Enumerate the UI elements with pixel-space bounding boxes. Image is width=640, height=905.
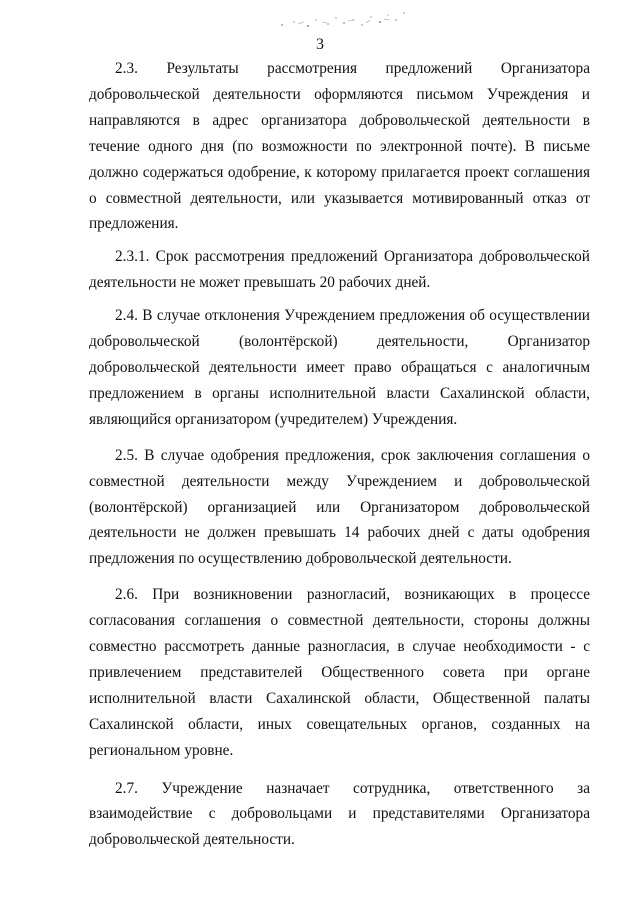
page-number: 3 — [316, 36, 324, 53]
document-body — [89, 56, 590, 853]
paragraph-2-5: 2.5. В случае одобрения предложения, срок заключения соглашения о совместной деятельности между Учреждением и добровольческой (волонтёрской) организацией или Организатором добровольческой деятельности не должен превышать 14 рабочих дней с даты одобрения предложения по осуществлению добровольческой деятельности. — [89, 446, 590, 568]
scan-noise-marks — [270, 8, 420, 34]
paragraph-2-3-1: 2.3.1. Срок рассмотрения предложений Организатора добровольческой деятельности не может превышать 20 рабочих дней. — [89, 248, 590, 292]
paragraph-2-4: 2.4. В случае отклонения Учреждением предложения об осуществлении добровольческой (волонтёрской) деятельности, Организатор добровольческой деятельности имеет право обращаться с аналогичным предложением в органы исполнительной власти Сахалинской области, являющийся организатором (учредителем) Учреждения. — [89, 307, 590, 428]
paragraph-2-3: 2.3. Результаты рассмотрения предложений Организатора добровольческой деятельности оформляются письмом Учреждения и направляются в адрес организатора добровольческой деятельности в течение одного дня (по возможности по электронной почте). В письме должно содержаться одобрение, к которому прилагается проект соглашения о совместной деятельности, или указывается мотивированный отказ от предложения. — [89, 60, 590, 233]
paragraph-2-7: 2.7. Учреждение назначает сотрудника, ответственного за взаимодействие с добровольцами и представителями Организатора добровольческой деятельности. — [89, 779, 590, 849]
paragraph-2-6: 2.6. При возникновении разногласий, возникающих в процессе согласования соглашения о совместной деятельности, стороны должны совместно рассмотреть данные разногласия, в случае необходимости - с привлечением представителей Общественного совета при органе исполнительной власти Сахалинской области, Общественной палаты Сахалинской области, иных совещательных органов, созданных на региональном уровне. — [89, 586, 590, 759]
